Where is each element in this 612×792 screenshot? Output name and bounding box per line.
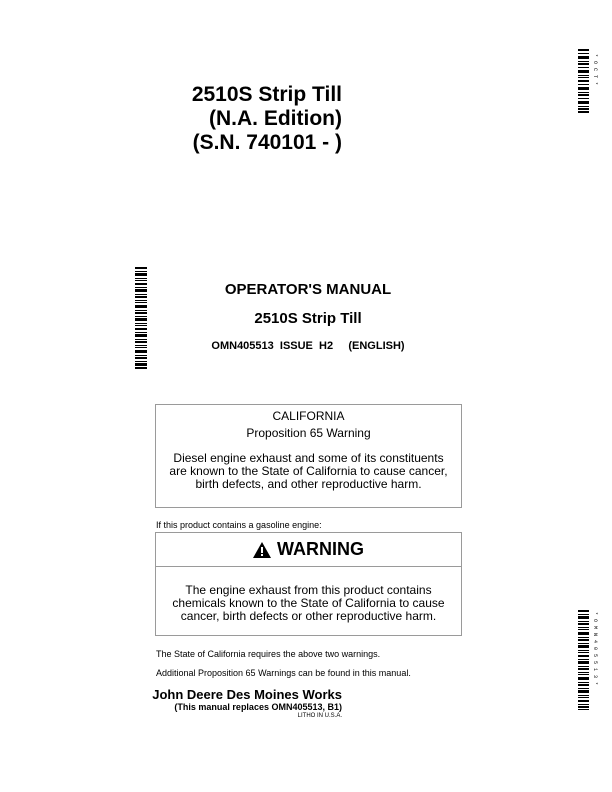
- manual-heading-block: [180, 281, 436, 353]
- top-barcode-icon: [578, 49, 589, 113]
- replaces-note: (This manual replaces OMN405513, B1): [174, 702, 342, 712]
- title-line-edition: (N.A. Edition): [209, 107, 342, 130]
- bottom-barcode-icon: [578, 610, 589, 710]
- manual-heading: OPERATOR'S MANUAL: [224, 281, 392, 298]
- title-line-model: 2510S Strip Till: [191, 83, 342, 106]
- bottom-barcode-text: *OMN405513*: [592, 612, 598, 690]
- manual-title: [150, 83, 342, 155]
- manual-model: 2510S Strip Till: [254, 310, 362, 327]
- factory-name: John Deere Des Moines Works: [152, 687, 342, 702]
- california-heading: CALIFORNIA: [272, 409, 345, 423]
- footer-block: [150, 687, 342, 720]
- gasoline-warning-box: [155, 532, 462, 636]
- title-line-serial: (S.N. 740101 - ): [192, 131, 342, 154]
- california-warning-box: [155, 404, 462, 508]
- manual-issue: OMN405513 ISSUE H2 (ENGLISH): [211, 340, 405, 352]
- litho-note: LITHO IN U.S.A.: [297, 713, 342, 719]
- gasoline-engine-note: If this product contains a gasoline engine:: [156, 520, 322, 530]
- top-barcode-text: *OCT*: [592, 54, 598, 90]
- proposition-65-heading: Proposition 65 Warning: [246, 426, 371, 440]
- two-warnings-note: The State of California requires the above two warnings.: [156, 649, 381, 659]
- warning-heading: WARNING: [277, 539, 364, 559]
- warning-header: [156, 533, 461, 567]
- additional-warnings-note: Additional Proposition 65 Warnings can be found in this manual.: [156, 668, 411, 678]
- warning-triangle-icon: [253, 542, 271, 558]
- left-barcode-icon: [135, 267, 147, 369]
- california-warning-text: Diesel engine exhaust and some of its constituents are known to the State of California to cause cancer, birth defects, and other reproductive harm.: [169, 451, 448, 491]
- warning-text: The engine exhaust from this product contains chemicals known to the State of California to cause cancer, birth defects or other reproductive harm.: [172, 583, 445, 623]
